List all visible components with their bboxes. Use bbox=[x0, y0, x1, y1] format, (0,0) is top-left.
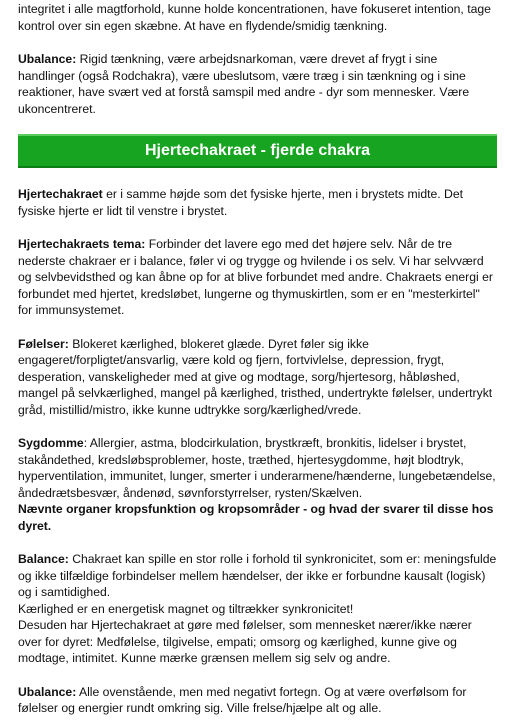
sygdomme-bold-note: Nævnte organer kropsfunktion og kropsområder - og hvad der svarer til disse hos dyret. bbox=[18, 502, 494, 533]
ubalance-label: Ubalance: bbox=[18, 684, 77, 699]
folelser-label: Følelser: bbox=[18, 336, 69, 351]
ubalance-text: Alle ovenstående, men med negativt fortegn. Og at være overfølsom for følelser og energier rundt omkring sig. Ville frelse/hjælpe alt og alle. bbox=[18, 684, 467, 715]
tema-paragraph bbox=[18, 236, 497, 319]
ubalance-paragraph bbox=[18, 684, 497, 717]
intro-paragraph bbox=[18, 1, 497, 34]
hjertechakraet-paragraph bbox=[18, 186, 497, 219]
sygdomme-text: : Allergier, astma, blodcirkulation, brystkræft, bronkitis, lidelser i brystet, stakåndethed, kredsløbsproblemer, hoste, træthed, hjertesygdomme, højt blodtryk, hyperventilation, immunitet, lunger, smerter i underarmene/hænderne, lungebetændelse, åndedrætsbesvær, åndenød, søvnforstyrrelser, rysten/Skælven. bbox=[18, 436, 496, 500]
folelser-paragraph bbox=[18, 336, 497, 419]
sygdomme-label: Sygdomme bbox=[18, 436, 84, 450]
balance-text: Chakraet kan spille en stor rolle i forhold til synkronicitet, som er: meningsfulde og ikke tilfældige forbindelser mellem hændelser, der ikke er forbundne kausalt (logisk) og i samtidighed. bbox=[18, 552, 497, 599]
tema-label: Hjertechakraets tema: bbox=[18, 237, 146, 251]
folelser-text: Blokeret kærlighed, blokeret glæde. Dyret føler sig ikke engageret/forpligtet/ansvarlig, være kold og fjern, fortvivlelse, depression, frygt, desperation, vanskeligheder med at give og modtage, sorg/hjertesorg, håbløshed, mangel på selvkærlighed, mangel på kærlighed, tristhed, undertrykte følelser, undertrykt gråd, mistillid/mistro, ikke kunne udtrykke sorg/kærlighed/vrede. bbox=[18, 336, 493, 417]
tema-text: Forbinder det lavere ego med det højere selv. Når de tre nederste chakraer er i balance, føler vi og trygge og hvilende i os selv. Vi har selvværd og selvbevidsthed og kan åbne op for at blive forbundet med andre. Chakraets energi er forbundet med hjertet, kredsløbet, lungerne og thymuskirtlen, som er en "mesterkirtel" for immunsystemet. bbox=[18, 237, 493, 317]
balance-line-2: Kærlighed er en energetisk magnet og tiltrækker synkronicitet! bbox=[18, 601, 354, 616]
sygdomme-paragraph bbox=[18, 435, 497, 534]
ubalance-solar-label: Ubalance: bbox=[18, 52, 77, 66]
balance-label: Balance: bbox=[18, 552, 69, 566]
intro-text: integritet i alle magtforhold, kunne holde koncentrationen, have fokuseret intention, tage kontrol over sin egen skæbne. At have en flydende/smidig tænkning. bbox=[18, 2, 491, 33]
hjertechakraet-label: Hjertechakraet bbox=[18, 187, 103, 201]
section-banner bbox=[18, 134, 497, 168]
ubalance-solar-text: Rigid tænkning, være arbejdsnarkoman, være drevet af frygt i sine handlinger (også Rodchakra), være ubeslutsom, være træg i sin tænkning og i sine reaktioner, have svært ved at forstå samspil med andre - dyr som mennesker. Være ukoncentreret. bbox=[18, 52, 470, 116]
section-banner-title: Hjertechakraet - fjerde chakra bbox=[145, 142, 370, 159]
hjertechakraet-text: er i samme højde som det fysiske hjerte, men i brystets midte. Det fysiske hjerte er lidt til venstre i brystet. bbox=[18, 187, 464, 218]
balance-line-3: Desuden har Hjertechakraet at gøre med følelser, som mennesket nærer/ikke nærer over for dyret: Medfølelse, tilgivelse, empati; omsorg og kærlighed, kunne give og modtage, intimitet. Kunne mærke grænsen mellem sig selv og andre. bbox=[18, 618, 472, 665]
balance-paragraph bbox=[18, 551, 497, 667]
ubalance-solar-paragraph bbox=[18, 51, 497, 117]
